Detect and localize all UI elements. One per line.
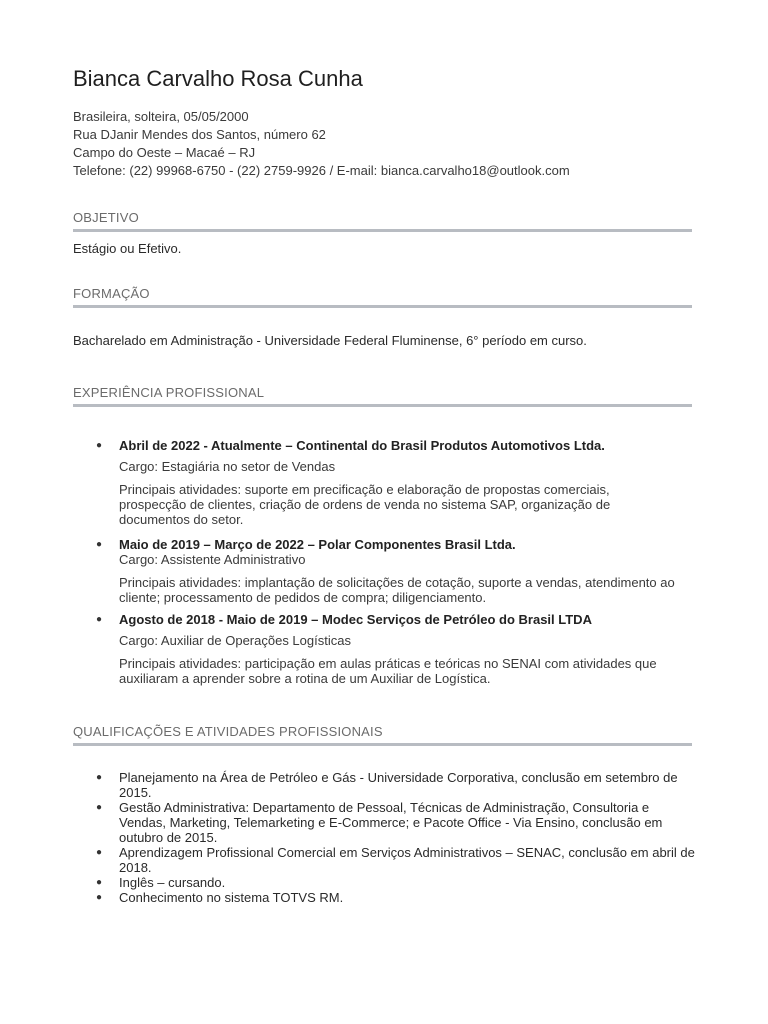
bullet-icon: ● xyxy=(96,892,103,903)
job-title: Agosto de 2018 - Maio de 2019 – Modec Serviços de Petróleo do Brasil LTDA xyxy=(119,612,592,627)
job-title: Abril de 2022 - Atualmente – Continental do Brasil Produtos Automotivos Ltda. xyxy=(119,438,605,453)
list-item xyxy=(96,800,696,845)
section-title-qualificacoes: QUALIFICAÇÕES E ATIVIDADES PROFISSIONAIS xyxy=(73,724,383,739)
section-divider xyxy=(73,305,692,308)
list-item xyxy=(96,845,696,875)
list-item xyxy=(96,890,696,905)
qualification-text: Planejamento na Área de Petróleo e Gás - Universidade Corporativa, conclusão em setembro de 2015. xyxy=(119,770,678,800)
list-item xyxy=(96,770,696,800)
bullet-icon: ● xyxy=(96,772,103,783)
qualification-text: Conhecimento no sistema TOTVS RM. xyxy=(119,890,344,905)
section-title-formacao: FORMAÇÃO xyxy=(73,286,150,301)
list-item xyxy=(96,875,696,890)
qualification-text: Gestão Administrativa: Departamento de Pessoal, Técnicas de Administração, Consultoria e Vendas, Marketing, Telemarketing e E-Commerce; e Pacote Office - Via Ensino, conclusão em outubro de 2015. xyxy=(119,800,663,845)
job-entry xyxy=(96,536,676,605)
job-activities: Principais atividades: suporte em precificação e elaboração de propostas comerciais, prospecção de clientes, criação de ordens de venda no sistema SAP, organização de documentos do setor. xyxy=(119,482,611,527)
bullet-icon: ● xyxy=(96,539,103,550)
personal-details: Brasileira, solteira, 05/05/2000 xyxy=(73,109,249,124)
address-street: Rua DJanir Mendes dos Santos, número 62 xyxy=(73,127,326,142)
section-divider xyxy=(73,743,692,746)
bullet-icon: ● xyxy=(96,440,103,451)
job-role: Cargo: Assistente Administrativo xyxy=(119,552,306,567)
job-activities: Principais atividades: participação em aulas práticas e teóricas no SENAI com atividades que auxiliaram a aprender sobre a rotina de um Auxiliar de Logística. xyxy=(119,656,657,686)
qualification-text: Aprendizagem Profissional Comercial em Serviços Administrativos – SENAC, conclusão em abril de 2018. xyxy=(119,845,695,875)
address-city: Campo do Oeste – Macaé – RJ xyxy=(73,145,256,160)
phone-email: Telefone: (22) 99968-6750 - (22) 2759-9926 / E-mail: bianca.carvalho18@outlook.com xyxy=(73,163,570,178)
section-divider xyxy=(73,229,692,232)
qualifications-list xyxy=(96,770,696,905)
section-title-experiencia: EXPERIÊNCIA PROFISSIONAL xyxy=(73,385,265,400)
bullet-icon: ● xyxy=(96,802,103,813)
job-entry xyxy=(96,611,676,686)
bullet-icon: ● xyxy=(96,847,103,858)
section-divider xyxy=(73,404,692,407)
qualification-text: Inglês – cursando. xyxy=(119,875,226,890)
job-entry xyxy=(96,437,676,527)
job-role: Cargo: Auxiliar de Operações Logísticas xyxy=(119,633,351,648)
bullet-icon: ● xyxy=(96,614,103,625)
formacao-text: Bacharelado em Administração - Universidade Federal Fluminense, 6° período em curso. xyxy=(73,333,587,348)
job-title: Maio de 2019 – Março de 2022 – Polar Componentes Brasil Ltda. xyxy=(119,537,516,552)
objetivo-text: Estágio ou Efetivo. xyxy=(73,241,182,256)
contact-info xyxy=(73,108,570,180)
bullet-icon: ● xyxy=(96,877,103,888)
candidate-name: Bianca Carvalho Rosa Cunha xyxy=(73,66,363,91)
job-role: Cargo: Estagiária no setor de Vendas xyxy=(119,459,336,474)
job-activities: Principais atividades: implantação de solicitações de cotação, suporte a vendas, atendimento ao cliente; processamento de pedidos de compra; diligenciamento. xyxy=(119,575,675,605)
section-title-objetivo: OBJETIVO xyxy=(73,210,139,225)
